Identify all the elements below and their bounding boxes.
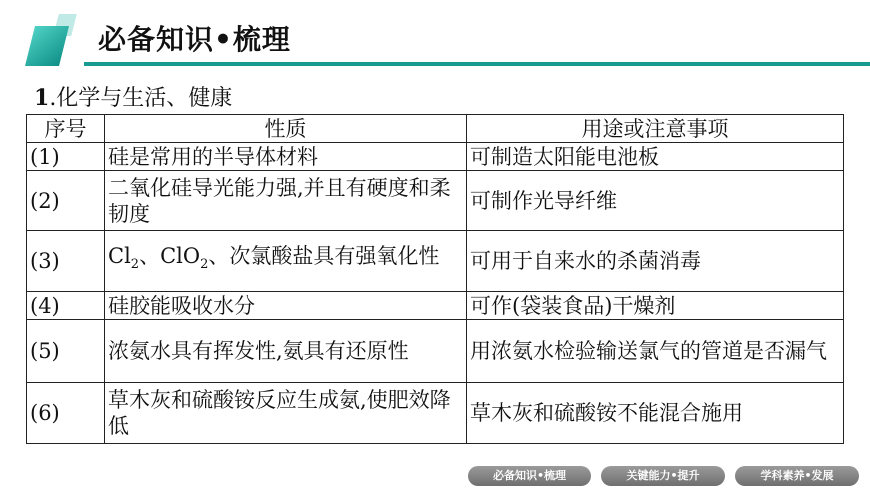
page-title: 必备知识•梳理 — [98, 23, 291, 56]
table-row — [27, 171, 844, 231]
column-header: 性质 — [105, 115, 467, 143]
row-index: (1) — [27, 143, 105, 171]
property-cell: 硅胶能吸收水分 — [105, 292, 467, 320]
formula-subscript: 2 — [130, 257, 140, 273]
use-cell: 可用于自来水的杀菌消毒 — [467, 231, 844, 292]
property-cell: 浓氨水具有挥发性,氨具有还原性 — [105, 320, 467, 383]
nav-button-ability[interactable]: 关键能力•提升 — [601, 466, 725, 486]
formula-text: 、ClO — [139, 244, 201, 269]
formula-text: Cl — [108, 244, 131, 269]
use-cell: 可制造太阳能电池板 — [467, 143, 844, 171]
table-row — [27, 320, 844, 383]
row-index: (5) — [27, 320, 105, 383]
property-text: 、次氯酸盐具有强氧化性 — [208, 244, 440, 269]
use-cell: 可制作光导纤维 — [467, 171, 844, 231]
row-index: (6) — [27, 383, 105, 444]
use-cell: 草木灰和硫酸铵不能混合施用 — [467, 383, 844, 444]
property-cell: 硅是常用的半导体材料 — [105, 143, 467, 171]
table-row — [27, 143, 844, 171]
row-index: (2) — [27, 171, 105, 231]
formula-subscript: 2 — [200, 257, 209, 273]
footer-nav — [0, 462, 870, 489]
column-header: 用途或注意事项 — [467, 115, 844, 143]
header-decoration — [25, 26, 69, 66]
table-header-row — [27, 115, 844, 143]
section-title-text: .化学与生活、健康 — [49, 86, 233, 111]
table-row — [27, 231, 844, 292]
chemistry-table — [26, 114, 844, 444]
header-underline — [84, 62, 870, 66]
section-title — [34, 81, 232, 112]
property-cell — [105, 231, 467, 292]
nav-button-knowledge[interactable]: 必备知识•梳理 — [468, 466, 591, 486]
property-cell: 草木灰和硫酸铵反应生成氨,使肥效降低 — [105, 383, 467, 444]
header-bar — [0, 0, 870, 75]
column-header: 序号 — [27, 115, 105, 143]
table-row — [27, 383, 844, 444]
use-cell: 用浓氨水检验输送氯气的管道是否漏气 — [467, 320, 844, 383]
use-cell: 可作(袋装食品)干燥剂 — [467, 292, 844, 320]
table-row — [27, 292, 844, 320]
row-index: (3) — [27, 231, 105, 292]
nav-button-literacy[interactable]: 学科素养•发展 — [735, 466, 859, 486]
section-number: 1 — [34, 85, 50, 111]
property-cell: 二氧化硅导光能力强,并且有硬度和柔韧度 — [105, 171, 467, 231]
row-index: (4) — [27, 292, 105, 320]
